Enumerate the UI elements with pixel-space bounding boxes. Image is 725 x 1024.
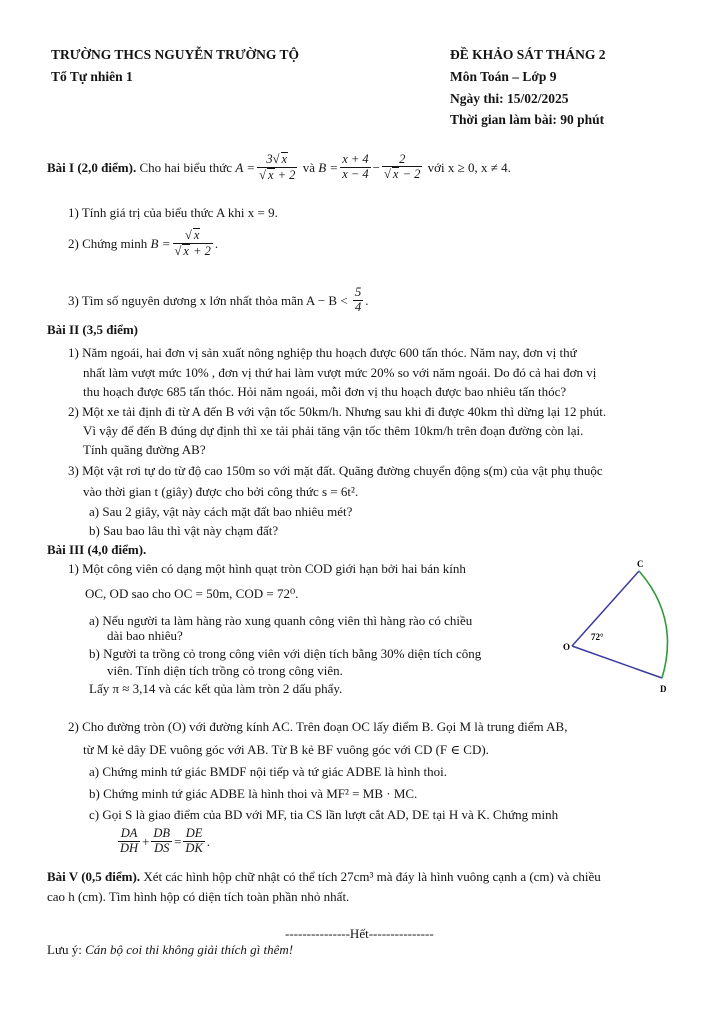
expr-b-fraction-2: $\frac{2}{√ x - 2}$ <box>384 151 421 182</box>
footer-note-label: Lưu ý: <box>47 942 82 957</box>
bai3-p1-line1: 1) Một công viên có dạng một hình quạt tròn COD giới hạn bởi hai bán kính <box>68 561 466 576</box>
end-marker: ---------------Hết--------------- <box>285 926 434 941</box>
expr-a-fraction: $\frac{3√ x}{√ x + 2}$ <box>259 152 296 182</box>
angle-label: 72° <box>591 632 604 642</box>
department: Tổ Tự nhiên 1 <box>51 69 133 84</box>
bai1-q1: 1) Tính giá trị của biểu thức A khi x = 9. <box>68 205 278 220</box>
bai1-title: Bài I (2,0 điểm). <box>47 159 137 175</box>
expr-b-fraction-1: $\frac{x + 4}{x - 4}$ <box>342 152 369 181</box>
school-name: TRƯỜNG THCS NGUYỄN TRƯỜNG TỘ <box>51 47 300 62</box>
bai5-line1 <box>47 870 601 883</box>
bai1-statement: Bài I (2,0 điểm). Cho hai biểu thức A = $\frac{3√ x}{√ x + 2}$ và B = $\frac{x + 4}{x - 4}$ − $\frac{2}{√ x - 2}$ với x ≥ 0, x ≠ 4. <box>47 151 511 182</box>
bai1-intro: Cho hai biểu thức <box>139 159 233 175</box>
bai2-q2-line3: Tính quãng đường AB? <box>83 442 206 457</box>
bai2-title: Bài II (3,5 điểm) <box>47 322 138 337</box>
radius-od <box>572 646 662 678</box>
radius-oc <box>572 571 639 646</box>
bai1-q3-text: 3) Tìm số nguyên dương x lớn nhất thỏa mãn A − B < <box>68 292 348 308</box>
bai3-p1a-line1: a) Nếu người ta làm hàng rào xung quanh công viên thì hàng rào có chiều <box>89 613 473 628</box>
expr-a: A = <box>235 159 256 175</box>
bai3-p1-note: Lấy π ≈ 3,14 và các kết qủa làm tròn 2 dấu phẩy. <box>89 681 343 696</box>
bai3-p2c-equation: $\frac{DA}{DH}$ + $\frac{DB}{DS}$ = $\frac{DE}{DK}$ . <box>120 826 211 855</box>
bai1-condition: với x ≥ 0, x ≠ 4. <box>427 159 511 175</box>
arc-cd <box>639 571 667 678</box>
bai1-q3-fraction: $\frac{5}{4}$ <box>354 285 362 314</box>
bai2-q1-line3: thu hoạch được 685 tấn thóc. Hỏi năm ngoái, mỗi đơn vị thu hoạch được bao nhiêu tấn thóc? <box>83 384 567 399</box>
exam-duration: Thời gian làm bài: 90 phút <box>450 112 605 127</box>
bai2-q3-line2: vào thời gian t (giây) được cho bởi công thức s = 6t². <box>83 484 359 499</box>
bai3-p1b-line2: viên. Tính diện tích trồng cỏ trong công viên. <box>107 663 343 678</box>
sector-figure <box>555 558 685 698</box>
bai3-p1-line2: OC, OD sao cho OC = 50m, COD = 72⁰. <box>85 586 299 601</box>
bai1-q3: 3) Tìm số nguyên dương x lớn nhất thỏa mãn A − B < $\frac{5}{4}$ . <box>68 285 369 314</box>
label-c: C <box>637 559 644 569</box>
bai2-q3a: a) Sau 2 giây, vật này cách mặt đất bao nhiêu mét? <box>89 504 353 519</box>
footer-note <box>47 943 293 956</box>
bai2-q3-line1: 3) Một vật rơi tự do từ độ cao 150m so với mặt đất. Quãng đường chuyển động s(m) của vật phụ thuộc <box>68 463 603 478</box>
bai2-q3b: b) Sau bao lâu thì vật này chạm đất? <box>89 523 279 538</box>
bai5-text-line1: Xét các hình hộp chữ nhật có thể tích 27cm³ mà đáy là hình vuông cạnh a (cm) và chiều <box>143 869 601 884</box>
bai3-p2b: b) Chứng minh tứ giác ADBE là hình thoi và MF² = MB · MC. <box>89 786 418 801</box>
bai3-p1b-line1: b) Người ta trồng cỏ trong công viên với diện tích bằng 30% diện tích công <box>89 646 482 661</box>
bai2-q1-line2: nhất làm vượt mức 10% , đơn vị thứ hai làm vượt mức 20% so với năm ngoái. Do đó cả hai đơn vị <box>83 365 597 380</box>
exam-title: ĐỀ KHẢO SÁT THÁNG 2 <box>450 47 606 62</box>
subject: Môn Toán – Lớp 9 <box>450 69 557 84</box>
bai5-title: Bài V (0,5 điểm). <box>47 869 141 884</box>
bai3-p2a: a) Chứng minh tứ giác BMDF nội tiếp và tứ giác ADBE là hình thoi. <box>89 764 448 779</box>
label-o: O <box>563 642 571 652</box>
footer-note-text: Cán bộ coi thi không giải thích gì thêm! <box>85 942 294 957</box>
bai3-p2-line2: từ M kẻ dây DE vuông góc với AB. Từ B kẻ BF vuông góc với CD (F ∈ CD). <box>83 742 489 757</box>
bai2-q1-line1: 1) Năm ngoái, hai đơn vị sản xuất nông nghiệp thu hoạch được 600 tấn thóc. Năm nay, đơn vị thứ <box>68 345 577 360</box>
expr-b: B = <box>318 159 339 175</box>
exam-date: Ngày thi: 15/02/2025 <box>450 91 569 106</box>
bai1-q2-fraction: $\frac{√ x}{√ x + 2}$ <box>174 228 211 258</box>
bai2-q2-line2: Vì vậy để đến B đúng dự định thì xe tải phải tăng vận tốc thêm 10km/h trên đoạn đường còn lại. <box>83 423 584 438</box>
bai5-line2: cao h (cm). Tìm hình hộp có diện tích toàn phần nhỏ nhất. <box>47 889 350 904</box>
bai3-p2c: c) Gọi S là giao điểm của BD với MF, tia CS lần lượt cắt AD, DE tại H và K. Chứng minh <box>89 807 559 822</box>
bai3-p2-line1: 2) Cho đường tròn (O) với đường kính AC. Trên đoạn OC lấy điểm B. Gọi M là trung điểm AB, <box>68 719 568 734</box>
bai1-q2-text: 2) Chứng minh <box>68 235 148 251</box>
bai1-and: và <box>302 159 315 175</box>
bai2-q2-line1: 2) Một xe tải định đi từ A đến B với vận tốc 50km/h. Nhưng sau khi đi được 40km thì dừng lại 12 phút. <box>68 404 607 419</box>
label-d: D <box>660 684 667 694</box>
bai3-title: Bài III (4,0 điểm). <box>47 542 147 557</box>
bai1-q2: 2) Chứng minh B = $\frac{√ x}{√ x + 2}$ . <box>68 228 219 258</box>
bai3-p1a-line2: dài bao nhiêu? <box>107 628 183 643</box>
